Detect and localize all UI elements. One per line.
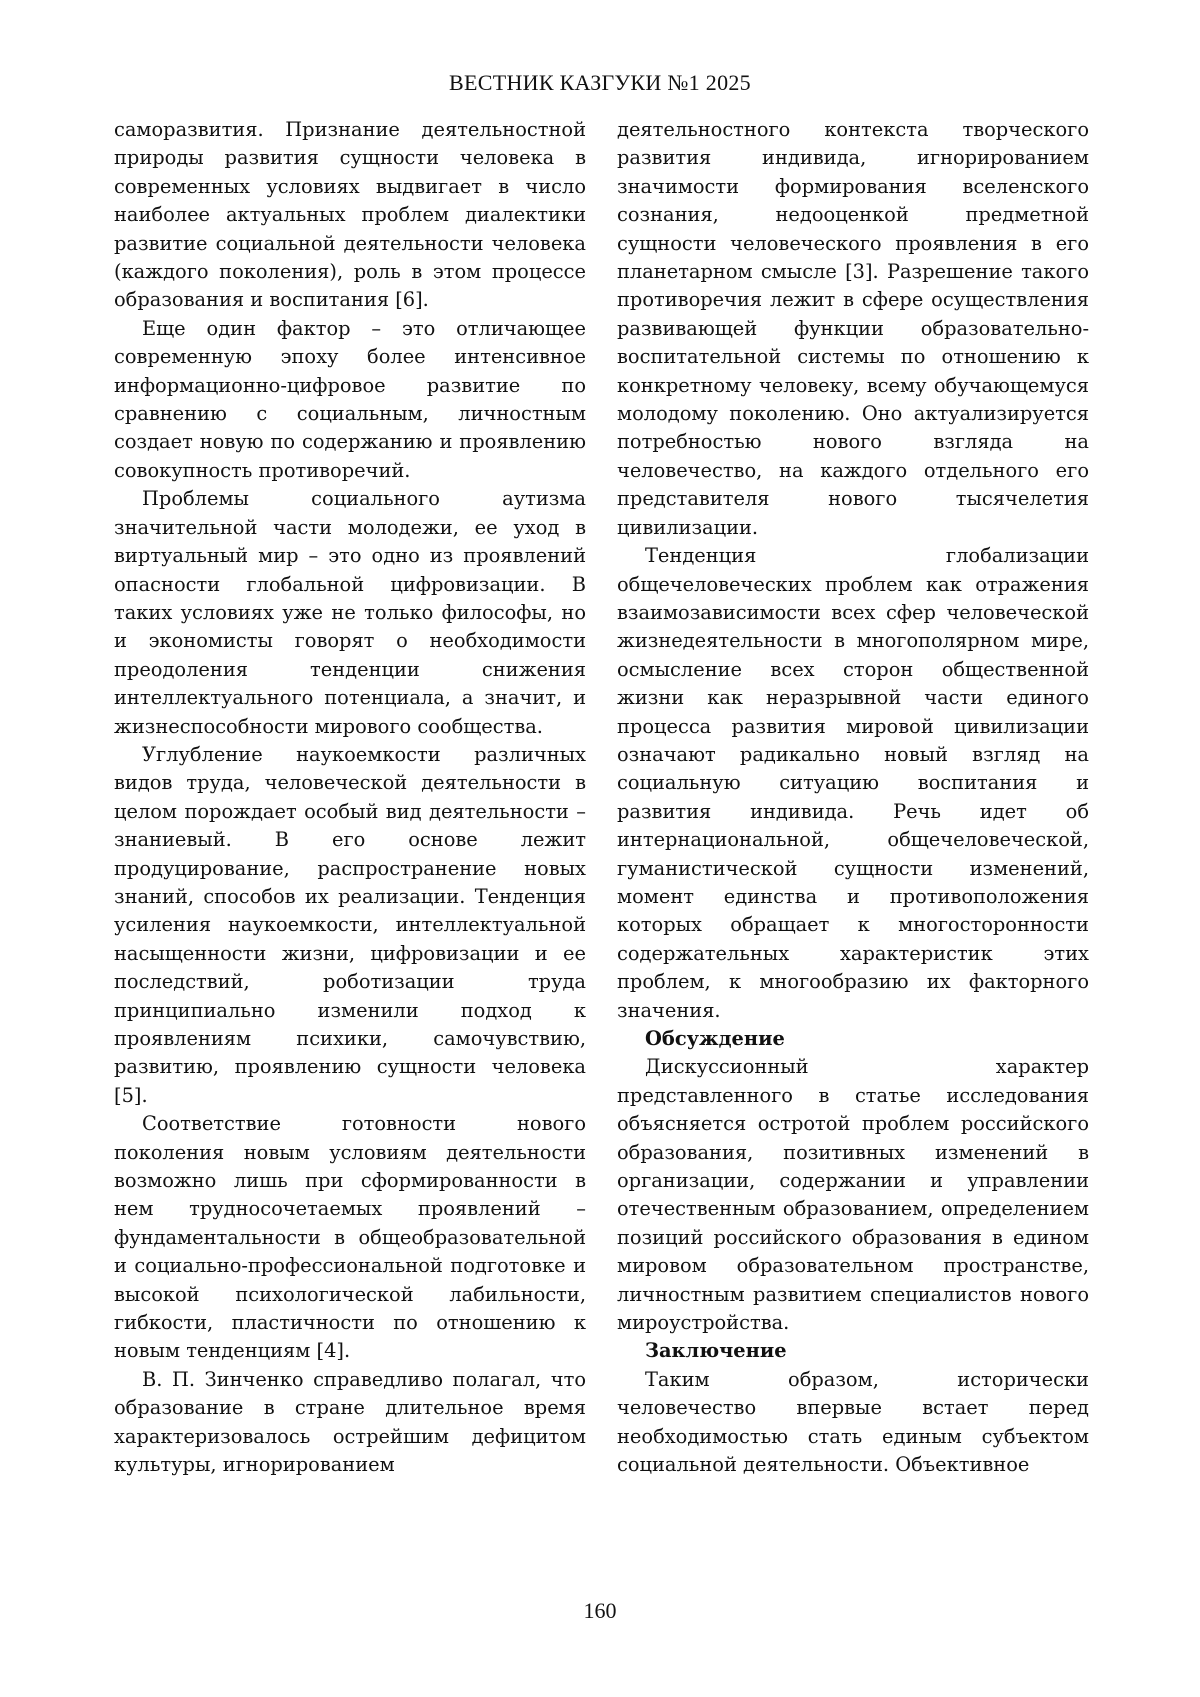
left-paragraph-6: В. П. Зинченко справедливо полагал, что образование в стране длительное время характеризовалось острейшим дефицитом культуры, игнорированием [114, 1367, 586, 1477]
right-paragraph-discussion: Дискуссионный характер представленного в статье исследования объясняется остротой проблем российского образования, позитивных изменений в организации, содержании и управлении отечественным образованием, определением позиций российского образования в едином мировом образовательном пространстве, личностным развитием специалистов нового мироустройства. [617, 1055, 1089, 1335]
right-paragraph-continuation: деятельностного контекста творческого развития индивида, игнорированием значимости формирования вселенского сознания, недооценкой предметной сущности человеческого проявления в его планетарном смысле [3]. Разрешение такого противоречия лежит в сфере осуществления развивающей функции образовательно-воспитательной системы по отношению к конкретному человеку, всему обучающемуся молодому поколению. Оно актуализируется потребностью нового взгляда на человечество, на каждого отдельного его представителя нового тысячелетия цивилизации. [617, 118, 1089, 539]
right-paragraph-globalization: Тенденция глобализации общечеловеческих проблем как отражения взаимозависимости всех сфер человеческой жизнедеятельности в многополярном мире, осмысление всех сторон общественной жизни как неразрывной части единого процесса развития мировой цивилизации означают радикально новый взгляд на социальную ситуацию воспитания и развития индивида. Речь идет об интернациональной, общечеловеческой, гуманистической сущности изменений, момент единства и противоположения которых обращает к многосторонности содержательных характеристик этих проблем, к многообразию их факторного значения. [617, 544, 1089, 1022]
left-paragraph-5: Соответствие готовности нового поколения новым условиям деятельности возможно лишь при сформированности в нем трудносочетаемых проявлений – фундаментальности в общеобразовательной и социально-профессиональной подготовке и высокой психологической лабильности, гибкости, пластичности по отношению к новым тенденциям [4]. [114, 1112, 586, 1363]
journal-header: ВЕСТНИК КАЗГУКИ №1 2025 [449, 70, 751, 95]
left-paragraph-1: саморазвития. Признание деятельностной природы развития сущности человека в современных условиях выдвигает в число наиболее актуальных проблем диалектики развитие социальной деятельности человека (каждого поколения), роль в этом процессе образования и воспитания [6]. [114, 118, 586, 312]
left-paragraph-2: Еще один фактор – это отличающее современную эпоху более интенсивное информационно-цифровое развитие по сравнению с социальным, личностным создает новую по содержанию и проявлению совокупность противоречий. [114, 316, 586, 482]
section-heading-discussion: Обсуждение [645, 1027, 785, 1050]
left-paragraph-4: Углубление наукоемкости различных видов труда, человеческой деятельности в целом порождает особый вид деятельности – знаниевый. В его основе лежит продуцирование, распространение новых знаний, способов их реализации. Тенденция усиления наукоемкости, интеллектуальной насыщенности жизни, цифровизации и ее последствий, роботизации труда принципиально изменили подход к проявлениям психики, самочувствию, развитию, проявлению сущности человека [5]. [114, 742, 586, 1107]
right-column [617, 116, 1089, 1480]
left-column [114, 116, 586, 1480]
right-paragraph-conclusion: Таким образом, исторически человечество впервые встает перед необходимостью стать единым субъектом социальной деятельности. Объективное [617, 1367, 1089, 1477]
page-number: 160 [583, 1598, 617, 1623]
left-paragraph-3: Проблемы социального аутизма значительной части молодежи, ее уход в виртуальный мир – это одно из проявлений опасности глобальной цифровизации. В таких условиях уже не только философы, но и экономисты говорят о необходимости преодоления тенденции снижения интеллектуального потенциала, а значит, и жизнеспособности мирового сообщества. [114, 487, 586, 738]
section-heading-conclusion: Заключение [645, 1339, 787, 1363]
